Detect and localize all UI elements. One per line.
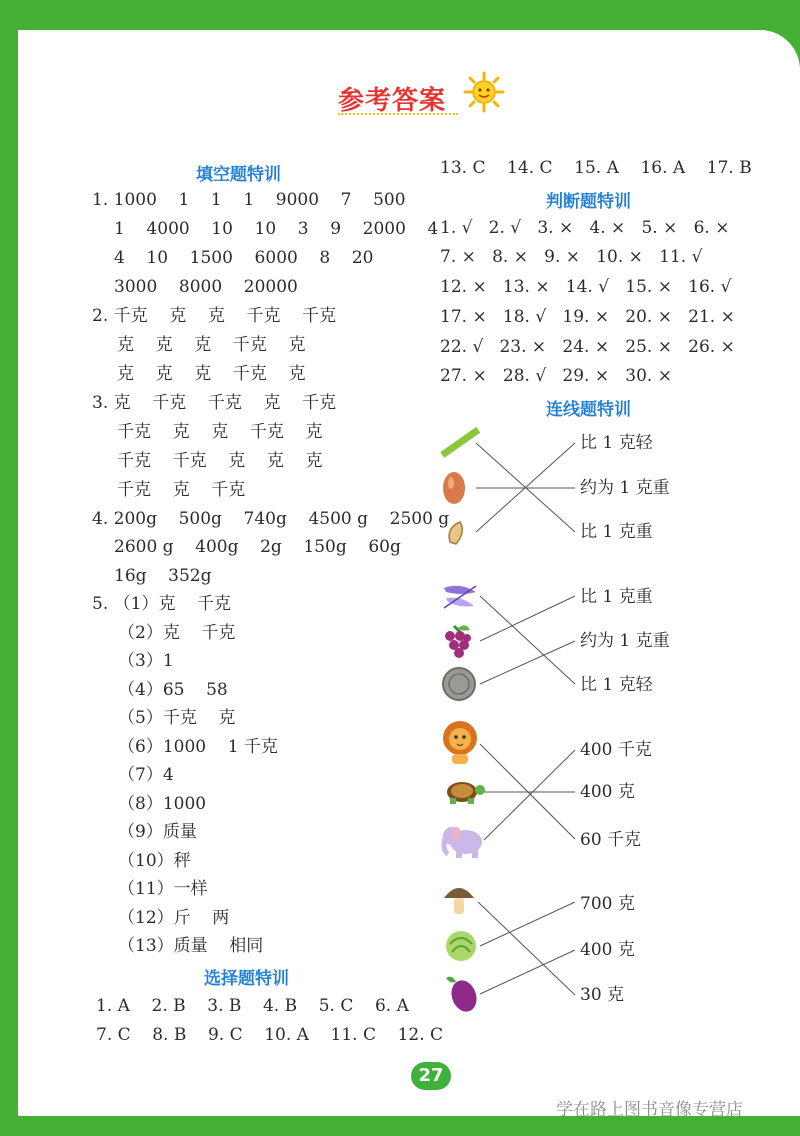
fill-line: （9）质量: [118, 822, 197, 842]
judge-line: 27. × 28. √ 29. × 30. ×: [440, 366, 672, 386]
match-heading: 连线题特训: [546, 400, 631, 420]
match-label: 400 克: [580, 782, 635, 802]
fill-line: 2600 g 400g 2g 150g 60g: [114, 537, 401, 557]
match-label: 700 克: [580, 894, 635, 914]
fill-line: 16g 352g: [114, 566, 212, 586]
fill-line: （5）千克 克: [118, 708, 236, 728]
match-label: 比 1 克重: [580, 587, 653, 607]
fill-line: 千克 千克 克 克 克: [117, 451, 323, 471]
fill-line: （11）一样: [118, 879, 208, 899]
fill-line: 1 4000 10 10 3 9 2000 4: [114, 219, 439, 239]
fill-line: （7）4: [118, 765, 174, 785]
choice-heading: 选择题特训: [204, 969, 289, 989]
fill-line: （4）65 58: [118, 680, 228, 700]
fill-line: 3000 8000 20000: [114, 277, 298, 297]
fill-line: （3）1: [118, 651, 174, 671]
judge-line: 1. √ 2. √ 3. × 4. × 5. × 6. ×: [440, 218, 730, 238]
page-number-badge: 27: [411, 1062, 451, 1090]
fill-line: 4 10 1500 6000 8 20: [114, 248, 374, 268]
fill-line: （2）克 千克: [118, 623, 236, 643]
match-label: 约为 1 克重: [580, 631, 670, 651]
fill-line: 2. 千克 克 克 千克 千克: [92, 306, 337, 326]
fill-line: 4. 200g 500g 740g 4500 g 2500 g: [92, 509, 450, 529]
choice-line: 7. C 8. B 9. C 10. A 11. C 12. C: [96, 1025, 444, 1045]
fill-line: 千克 克 克 千克 克: [117, 422, 323, 442]
judge-line: 22. √ 23. × 24. × 25. × 26. ×: [440, 337, 735, 357]
fill-line: （13）质量 相同: [118, 936, 264, 956]
shop-watermark: 学在路上图书音像专营店: [556, 1100, 743, 1120]
match-label: 30 克: [580, 985, 625, 1005]
page-title: 参考答案: [338, 86, 447, 116]
fill-line: （6）1000 1 千克: [118, 737, 278, 757]
fill-line: 克 克 克 千克 克: [117, 364, 306, 384]
judge-line: 12. × 13. × 14. √ 15. × 16. √: [440, 277, 732, 297]
match-label: 400 千克: [580, 740, 652, 760]
judge-line: 17. × 18. √ 19. × 20. × 21. ×: [440, 307, 735, 327]
choice-line: 1. A 2. B 3. B 4. B 5. C 6. A: [96, 996, 409, 1016]
fill-line: 克 克 克 千克 克: [117, 335, 306, 355]
fill-line: 千克 克 千克: [117, 480, 246, 500]
match-label: 约为 1 克重: [580, 478, 670, 498]
choice-continued-line: 13. C 14. C 15. A 16. A 17. B: [440, 158, 752, 178]
fill-line: （12）斤 两: [118, 908, 230, 928]
fill-line: 1. 1000 1 1 1 9000 7 500: [92, 190, 406, 210]
judge-line: 7. × 8. × 9. × 10. × 11. √: [440, 247, 703, 267]
match-label: 比 1 克轻: [580, 675, 653, 695]
fill-line: （10）秤: [118, 851, 191, 871]
judge-heading: 判断题特训: [546, 192, 631, 212]
match-label: 比 1 克轻: [580, 433, 653, 453]
fill-line: （8）1000: [118, 794, 207, 814]
fill-line: 3. 克 千克 千克 克 千克: [92, 393, 337, 413]
match-label: 400 克: [580, 940, 635, 960]
fill-line: 5. （1）克 千克: [92, 594, 232, 614]
match-label: 比 1 克重: [580, 522, 653, 542]
fill-heading: 填空题特训: [196, 165, 281, 185]
match-label: 60 千克: [580, 830, 642, 850]
